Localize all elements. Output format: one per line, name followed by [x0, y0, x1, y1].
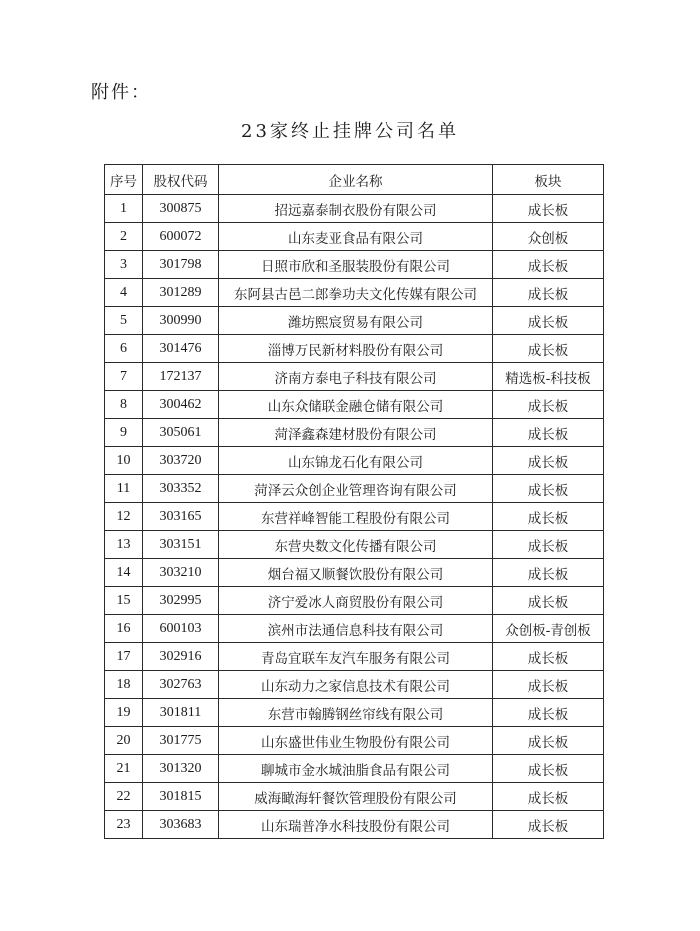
table-row	[105, 559, 604, 587]
stock-code: 301320	[143, 755, 219, 783]
table-row	[105, 363, 604, 391]
table-row	[105, 447, 604, 475]
table-row	[105, 251, 604, 279]
stock-code: 303210	[143, 559, 219, 587]
company-list-table	[104, 164, 604, 839]
stock-code: 303720	[143, 447, 219, 475]
row-index: 8	[105, 391, 143, 419]
row-index: 6	[105, 335, 143, 363]
row-index: 4	[105, 279, 143, 307]
row-index: 11	[105, 475, 143, 503]
document-title: 23家终止挂牌公司名单	[241, 121, 459, 142]
sector: 成长板	[493, 391, 604, 419]
stock-code: 300462	[143, 391, 219, 419]
table-row	[105, 419, 604, 447]
stock-code: 600072	[143, 223, 219, 251]
stock-code: 302916	[143, 643, 219, 671]
sector: 成长板	[493, 559, 604, 587]
row-index: 15	[105, 587, 143, 615]
stock-code: 172137	[143, 363, 219, 391]
company-name: 聊城市金水城油脂食品有限公司	[219, 755, 493, 783]
stock-code: 300875	[143, 195, 219, 223]
row-index: 9	[105, 419, 143, 447]
table-row	[105, 391, 604, 419]
company-name: 菏泽鑫森建材股份有限公司	[219, 419, 493, 447]
company-name: 潍坊熙宸贸易有限公司	[219, 307, 493, 335]
company-name: 济南方泰电子科技有限公司	[219, 363, 493, 391]
row-index: 3	[105, 251, 143, 279]
company-name: 山东瑞普净水科技股份有限公司	[219, 811, 493, 839]
table-row	[105, 615, 604, 643]
table-row	[105, 671, 604, 699]
sector: 成长板	[493, 671, 604, 699]
stock-code: 300990	[143, 307, 219, 335]
stock-code: 303151	[143, 531, 219, 559]
table-row	[105, 587, 604, 615]
sector: 成长板	[493, 307, 604, 335]
row-index: 21	[105, 755, 143, 783]
table-row	[105, 755, 604, 783]
sector: 成长板	[493, 419, 604, 447]
sector: 成长板	[493, 727, 604, 755]
header-index: 序号	[105, 165, 143, 195]
table-row	[105, 335, 604, 363]
sector: 成长板	[493, 251, 604, 279]
sector: 成长板	[493, 755, 604, 783]
sector: 成长板	[493, 475, 604, 503]
table-row	[105, 475, 604, 503]
stock-code: 301811	[143, 699, 219, 727]
table-row	[105, 727, 604, 755]
row-index: 14	[105, 559, 143, 587]
row-index: 12	[105, 503, 143, 531]
row-index: 18	[105, 671, 143, 699]
stock-code: 301815	[143, 783, 219, 811]
stock-code: 302763	[143, 671, 219, 699]
sector: 成长板	[493, 503, 604, 531]
row-index: 23	[105, 811, 143, 839]
sector: 成长板	[493, 195, 604, 223]
company-name: 招远嘉泰制衣股份有限公司	[219, 195, 493, 223]
table-row	[105, 699, 604, 727]
table-row	[105, 279, 604, 307]
company-name: 菏泽云众创企业管理咨询有限公司	[219, 475, 493, 503]
table-row	[105, 531, 604, 559]
stock-code: 302995	[143, 587, 219, 615]
sector: 成长板	[493, 587, 604, 615]
stock-code: 303683	[143, 811, 219, 839]
company-name: 滨州市法通信息科技有限公司	[219, 615, 493, 643]
row-index: 10	[105, 447, 143, 475]
sector: 成长板	[493, 811, 604, 839]
company-name: 山东盛世伟业生物股份有限公司	[219, 727, 493, 755]
company-name: 山东众储联金融仓储有限公司	[219, 391, 493, 419]
company-name: 日照市欣和圣服装股份有限公司	[219, 251, 493, 279]
table-row	[105, 811, 604, 839]
sector: 众创板	[493, 223, 604, 251]
row-index: 7	[105, 363, 143, 391]
row-index: 19	[105, 699, 143, 727]
header-company-name: 企业名称	[219, 165, 493, 195]
row-index: 13	[105, 531, 143, 559]
stock-code: 301798	[143, 251, 219, 279]
stock-code: 301775	[143, 727, 219, 755]
company-name: 山东麦亚食品有限公司	[219, 223, 493, 251]
stock-code: 301476	[143, 335, 219, 363]
company-name: 山东动力之家信息技术有限公司	[219, 671, 493, 699]
table-row	[105, 643, 604, 671]
sector: 众创板-青创板	[493, 615, 604, 643]
row-index: 2	[105, 223, 143, 251]
company-name: 淄博万民新材料股份有限公司	[219, 335, 493, 363]
table-row	[105, 223, 604, 251]
header-sector: 板块	[493, 165, 604, 195]
attachment-label: 附件：	[91, 82, 151, 103]
sector: 精选板-科技板	[493, 363, 604, 391]
table-body	[105, 195, 604, 839]
row-index: 5	[105, 307, 143, 335]
company-name: 东阿县古邑二郎拳功夫文化传媒有限公司	[219, 279, 493, 307]
company-name: 威海瞰海轩餐饮管理股份有限公司	[219, 783, 493, 811]
sector: 成长板	[493, 447, 604, 475]
sector: 成长板	[493, 335, 604, 363]
company-name: 烟台福又顺餐饮股份有限公司	[219, 559, 493, 587]
company-name: 济宁爱冰人商贸股份有限公司	[219, 587, 493, 615]
table-row	[105, 307, 604, 335]
sector: 成长板	[493, 531, 604, 559]
stock-code: 305061	[143, 419, 219, 447]
sector: 成长板	[493, 783, 604, 811]
row-index: 17	[105, 643, 143, 671]
stock-code: 303352	[143, 475, 219, 503]
row-index: 16	[105, 615, 143, 643]
sector: 成长板	[493, 643, 604, 671]
stock-code: 303165	[143, 503, 219, 531]
table-row	[105, 195, 604, 223]
stock-code: 600103	[143, 615, 219, 643]
table-row	[105, 503, 604, 531]
sector: 成长板	[493, 699, 604, 727]
sector: 成长板	[493, 279, 604, 307]
row-index: 20	[105, 727, 143, 755]
row-index: 22	[105, 783, 143, 811]
table-header-row	[105, 165, 604, 195]
company-name: 东营央数文化传播有限公司	[219, 531, 493, 559]
company-name: 东营市翰腾钢丝帘线有限公司	[219, 699, 493, 727]
row-index: 1	[105, 195, 143, 223]
table-row	[105, 783, 604, 811]
company-name: 山东锦龙石化有限公司	[219, 447, 493, 475]
company-name: 青岛宜联车友汽车服务有限公司	[219, 643, 493, 671]
stock-code: 301289	[143, 279, 219, 307]
header-stock-code: 股权代码	[143, 165, 219, 195]
company-name: 东营祥峰智能工程股份有限公司	[219, 503, 493, 531]
